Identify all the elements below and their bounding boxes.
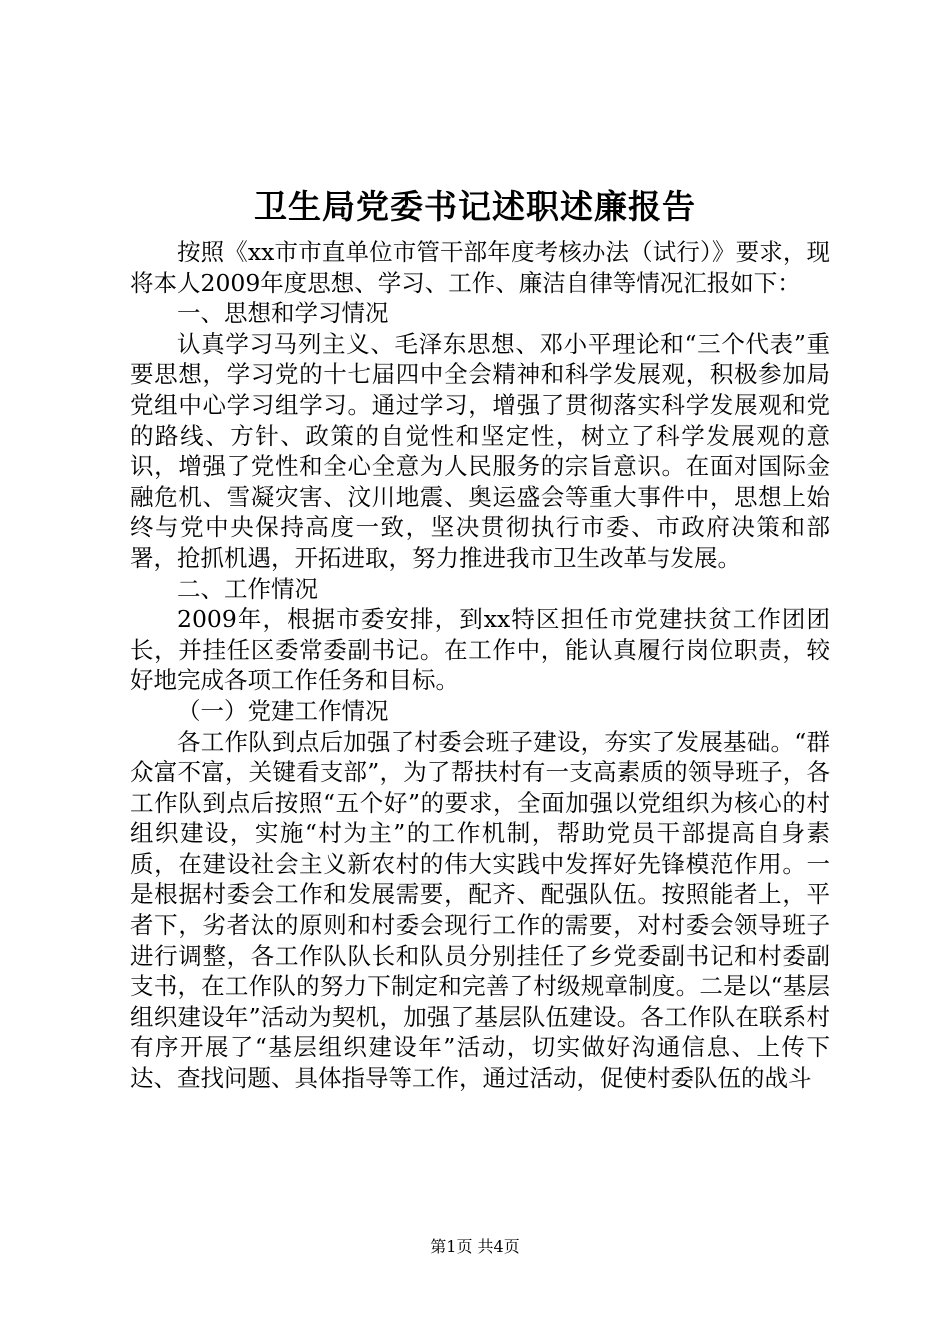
- paragraph-work: 2009年，根据市委安排，到xx特区担任市党建扶贫工作团团长，并挂任区委常委副书记。在工作中，能认真履行岗位职责，较好地完成各项工作任务和目标。: [130, 605, 830, 695]
- paragraph-intro: 按照《xx市市直单位市管干部年度考核办法（试行）》要求，现将本人2009年度思想、学习、工作、廉洁自律等情况汇报如下：: [130, 238, 830, 297]
- section-heading-thought-study: 一、思想和学习情况: [177, 299, 389, 328]
- section-heading-work: 二、工作情况: [177, 574, 318, 603]
- paragraph-thought-study: 认真学习马列主义、毛泽东思想、邓小平理论和“三个代表”重要思想，学习党的十七届四中全会精神和科学发展观，积极参加局党组中心学习组学习。通过学习，增强了贯彻落实科学发展观和党的路线、方针、政策的自觉性和坚定性，树立了科学发展观的意识，增强了党性和全心全意为人民服务的宗旨意识。在面对国际金融危机、雪凝灾害、汶川地震、奥运盛会等重大事件中，思想上始终与党中央保持高度一致，坚决贯彻执行市委、市政府决策和部署，抢抓机遇，开拓进取，努力推进我市卫生改革与发展。: [130, 329, 830, 572]
- subsection-heading-party-building: （一）党建工作情况: [177, 696, 389, 725]
- page-number-footer: 第1页 共4页: [430, 1237, 520, 1256]
- paragraph-party-building: 各工作队到点后加强了村委会班子建设，夯实了发展基础。“群众富不富，关键看支部”，为了帮扶村有一支高素质的领导班子，各工作队到点后按照“五个好”的要求，全面加强以党组织为核心的村组织建设，实施“村为主”的工作机制，帮助党员干部提高自身素质，在建设社会主义新农村的伟大实践中发挥好先锋模范作用。一是根据村委会工作和发展需要，配齐、配强队伍。按照能者上，平者下，劣者汰的原则和村委会现行工作的需要，对村委会领导班子进行调整，各工作队队长和队员分别挂任了乡党委副书记和村委副支书，在工作队的努力下制定和完善了村级规章制度。二是以“基层组织建设年”活动为契机，加强了基层队伍建设。各工作队在联系村有序开展了“基层组织建设年”活动，切实做好沟通信息、上传下达、查找问题、具体指导等工作，通过活动，促使村委队伍的战斗: [130, 727, 830, 1093]
- document-body: [130, 237, 830, 1094]
- document-title: 卫生局党委书记述职述廉报告: [254, 187, 696, 226]
